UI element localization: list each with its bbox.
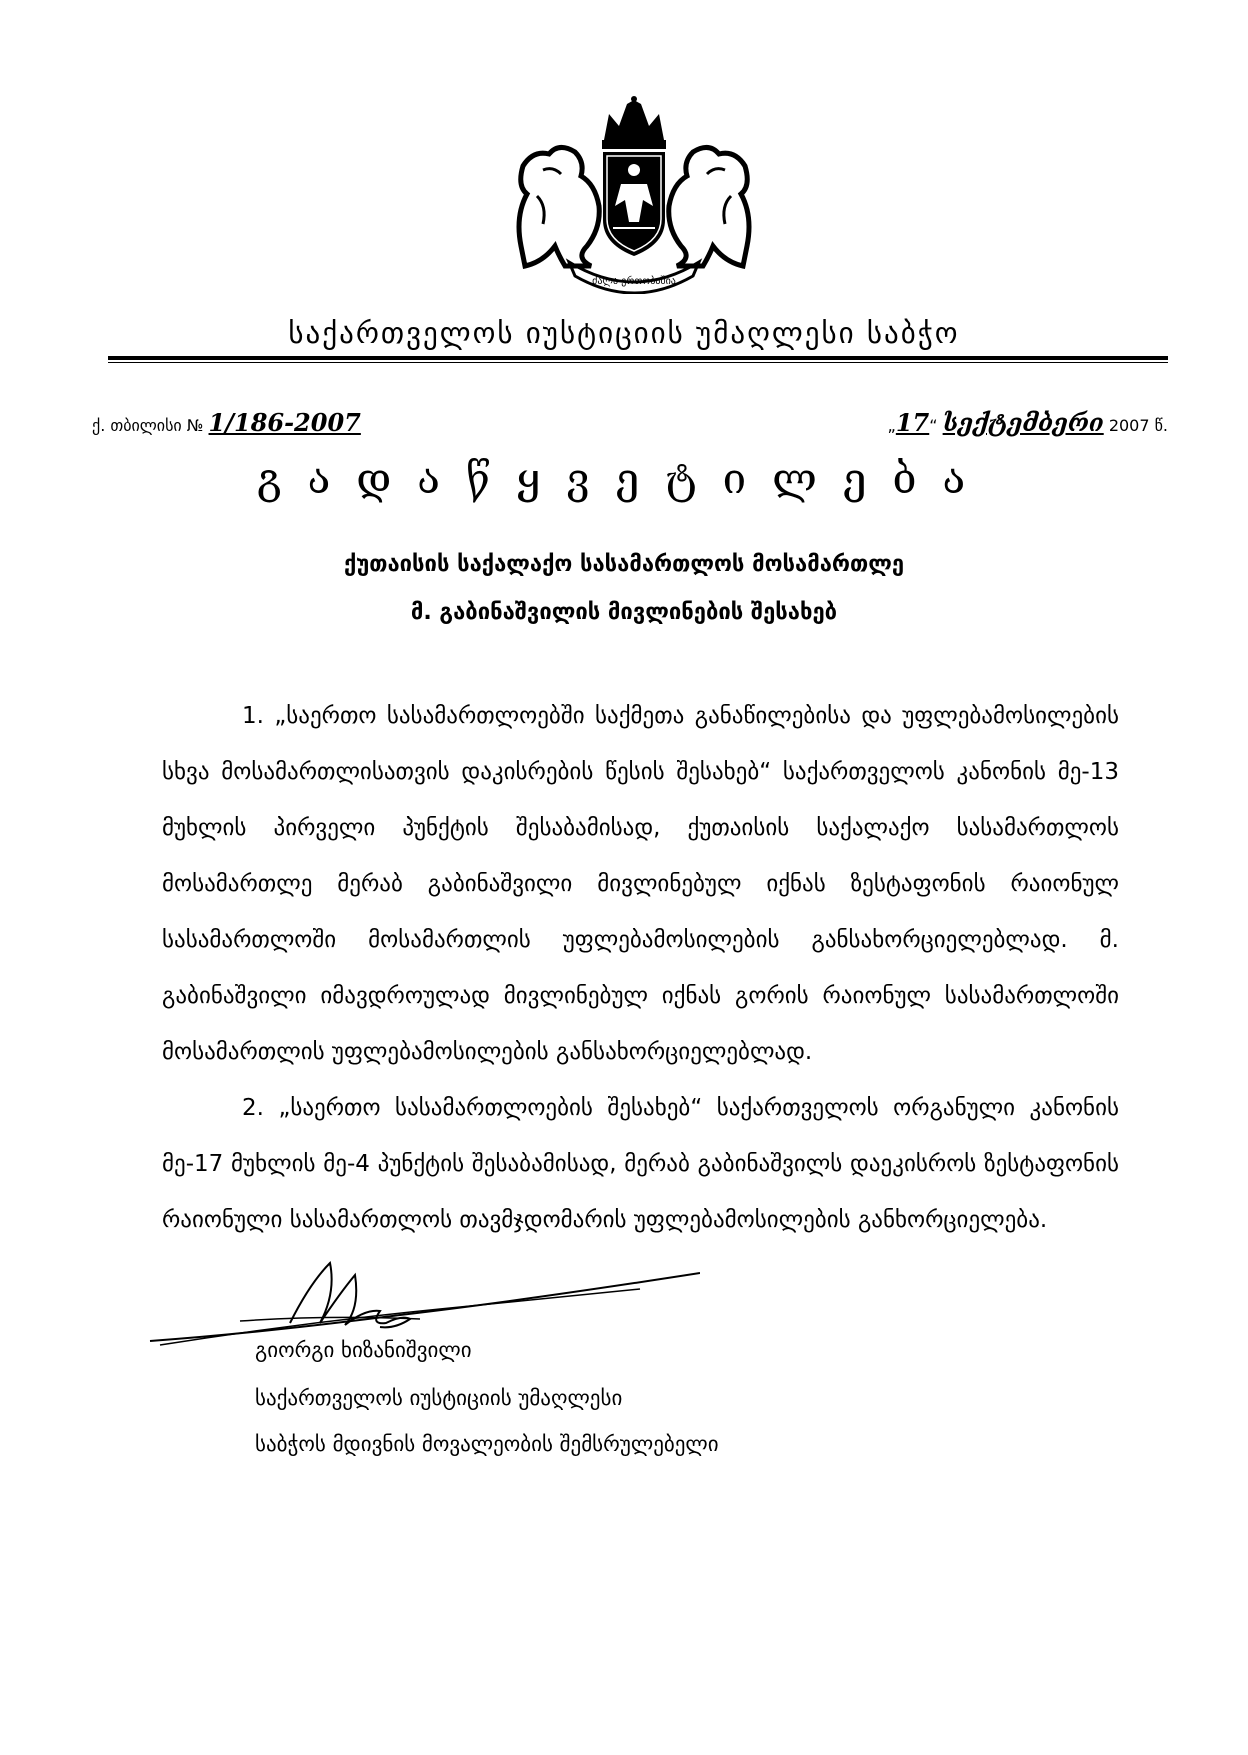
- coat-of-arms: [503, 96, 765, 294]
- year-suffix: წ.: [1154, 416, 1168, 435]
- city-label: ქ. თბილისი: [92, 416, 182, 435]
- day-close-quote: “: [929, 416, 938, 435]
- date-year: 2007: [1108, 416, 1150, 435]
- organization-name: საქართველოს იუსტიციის უმაღლესი საბჭო: [288, 316, 960, 350]
- date-month: სექტემბერი: [942, 408, 1104, 437]
- document-date-line: [888, 408, 1168, 437]
- signer-title-line-1: საქართველოს იუსტიციის უმაღლესი: [255, 1386, 623, 1410]
- document-body: [162, 688, 1119, 1248]
- paragraph-1: 1. „საერთო სასამართლოებში საქმეთა განაწილებისა და უფლებამოსილების სხვა მოსამართლისათვის დაკისრების წესის შესახებ“ საქართველოს კანონის მე-13 მუხლის პირველი პუნქტის შესაბამისად, ქუთაისის საქალაქო სასამართლოს მოსამართლე მერაბ გაბინაშვილი მივლინებულ იქნას ზესტაფონის რაიონულ სასამართლოში მოსამართლის უფლებამოსილების განსახორციელებლად. მ. გაბინაშვილი იმავდროულად მივლინებულ იქნას გორის რაიონულ სასამართლოში მოსამართლის უფლებამოსილების განსახორციელებლად.: [162, 703, 1119, 1065]
- signer-title-line-2: საბჭოს მდივნის მოვალეობის შემსრულებელი: [255, 1432, 719, 1456]
- signer-name: გიორგი ხიზანიშვილი: [255, 1338, 472, 1362]
- document-title: გადაწყვეტილება: [256, 454, 992, 503]
- document-number-line: [92, 408, 361, 437]
- day-open-quote: „: [887, 416, 896, 435]
- date-day: 17: [895, 408, 930, 437]
- paragraph-2: 2. „საერთო სასამართლოების შესახებ“ საქართველოს ორგანული კანონის მე-17 მუხლის მე-4 პუნქტის შესაბამისად, მერაბ გაბინაშვილს დაეკისროს ზესტაფონის რაიონული სასამართლოს თავმჯდომარის უფლებამოსილების განხორციელება.: [162, 1095, 1119, 1233]
- subject-line-2: მ. გაბინაშვილის მივლინების შესახებ: [410, 600, 838, 625]
- header-rule: [108, 356, 1168, 360]
- header-rule-thin: [108, 362, 1168, 363]
- emblem-motto: ძალა ერთობაშია: [592, 276, 676, 287]
- document-number: 1/186-2007: [208, 408, 361, 437]
- number-label: №: [186, 416, 204, 435]
- subject-line-1: ქუთაისის საქალაქო სასამართლოს მოსამართლე: [343, 552, 905, 577]
- coat-of-arms-icon: [503, 96, 765, 294]
